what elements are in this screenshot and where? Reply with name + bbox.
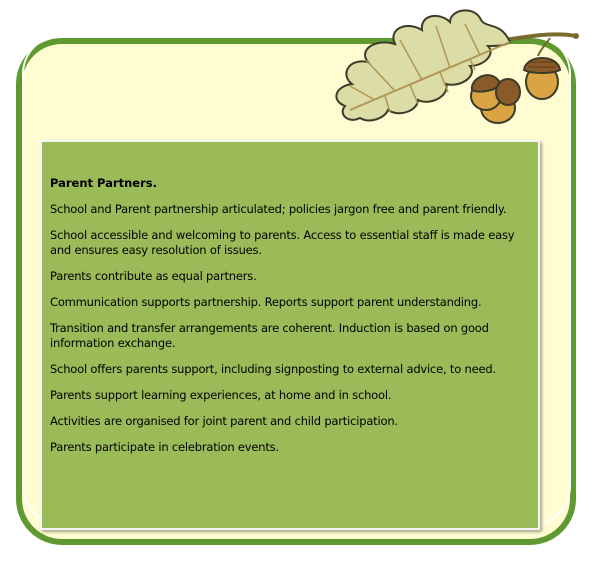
oak-leaf-acorns-icon (300, 0, 590, 140)
list-item: Activities are organised for joint parent and child participation. (50, 414, 398, 428)
panel-heading: Parent Partners. (50, 176, 157, 190)
list-item: Parents contribute as equal partners. (50, 269, 257, 283)
list-item: School accessible and welcoming to parents. Access to essential staff is made easy and ensures easy resolution of issues. (50, 228, 515, 257)
content-panel (40, 140, 540, 530)
list-item: Communication supports partnership. Reports support parent understanding. (50, 295, 482, 309)
list-item: School and Parent partnership articulated; policies jargon free and parent friendly. (50, 202, 507, 216)
list-item: School offers parents support, including signposting to external advice, to need. (50, 362, 496, 376)
list-item: Parents participate in celebration events. (50, 440, 279, 454)
list-item: Transition and transfer arrangements are coherent. Induction is based on good information exchange. (50, 321, 489, 350)
list-item: Parents support learning experiences, at home and in school. (50, 388, 392, 402)
